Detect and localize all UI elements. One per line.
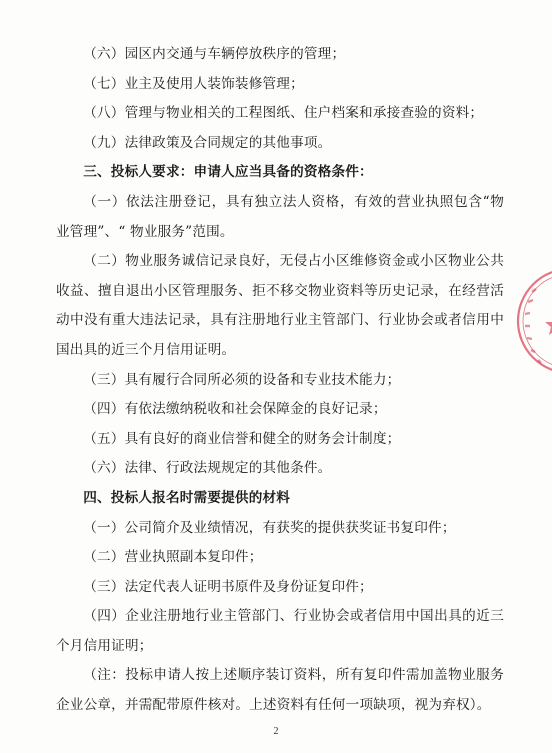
paragraph-14: （二）营业执照副本复印件；: [83, 549, 263, 566]
paragraph-17: （注：投标申请人按上述顺序装订资料，所有复印件需加盖物业服务企业公章，并需配带原件核对。上述资料有任何一项缺项，视为弃权）。: [56, 667, 504, 714]
paragraph-8: （三）具有履行合同所必须的设备和专业技术能力；: [83, 371, 401, 388]
paragraph-6: （一）依法注册登记，具有独立法人资格，有效的营业执照包含“物业管理”、“ 物业服务”范围。: [56, 193, 504, 240]
document-body: [56, 40, 504, 721]
paragraph-2: （七）业主及使用人装饰装修管理；: [83, 75, 304, 92]
paragraph-3: （八）管理与物业相关的工程图纸、住户档案和承接查验的资料；: [83, 105, 484, 122]
paragraph-16: （四）企业注册地行业主管部门、行业协会或者信用中国出具的近三个月信用证明；: [56, 608, 504, 654]
paragraph-11: （六）法律、行政法规规定的其他条件。: [83, 460, 332, 477]
paragraph-4: （九）法律政策及合同规定的其他事项。: [83, 134, 332, 151]
paragraph-13: （一）公司简介及业绩情况，有获奖的提供获奖证书复印件；: [83, 519, 456, 536]
paragraph-15: （三）法定代表人证明书原件及身份证复印件；: [83, 578, 373, 595]
paragraph-9: （四）有依法缴纳税收和社会保障金的良好记录；: [83, 401, 387, 418]
section-heading-required-materials: 四、投标人报名时需要提供的材料: [83, 489, 291, 506]
red-seal-stamp-icon: [512, 262, 552, 380]
paragraph-1: （六）园区内交通与车辆停放秩序的管理；: [83, 46, 346, 62]
page-number: 2: [273, 726, 279, 737]
section-heading-bidder-requirements: 三、投标人要求：申请人应当具备的资格条件：: [83, 164, 373, 181]
paragraph-7: （二）物业服务诚信记录良好，无侵占小区维修资金或小区物业公共收益、擅自退出小区管理服务、拒不移交物业资料等历史记录，在经营活动中没有重大违法记录，具有注册地行业主管部门、行业协会或者信用中国出具的近三个月信用证明。: [56, 253, 504, 358]
paragraph-10: （五）具有良好的商业信誉和健全的财务会计制度；: [83, 430, 401, 447]
